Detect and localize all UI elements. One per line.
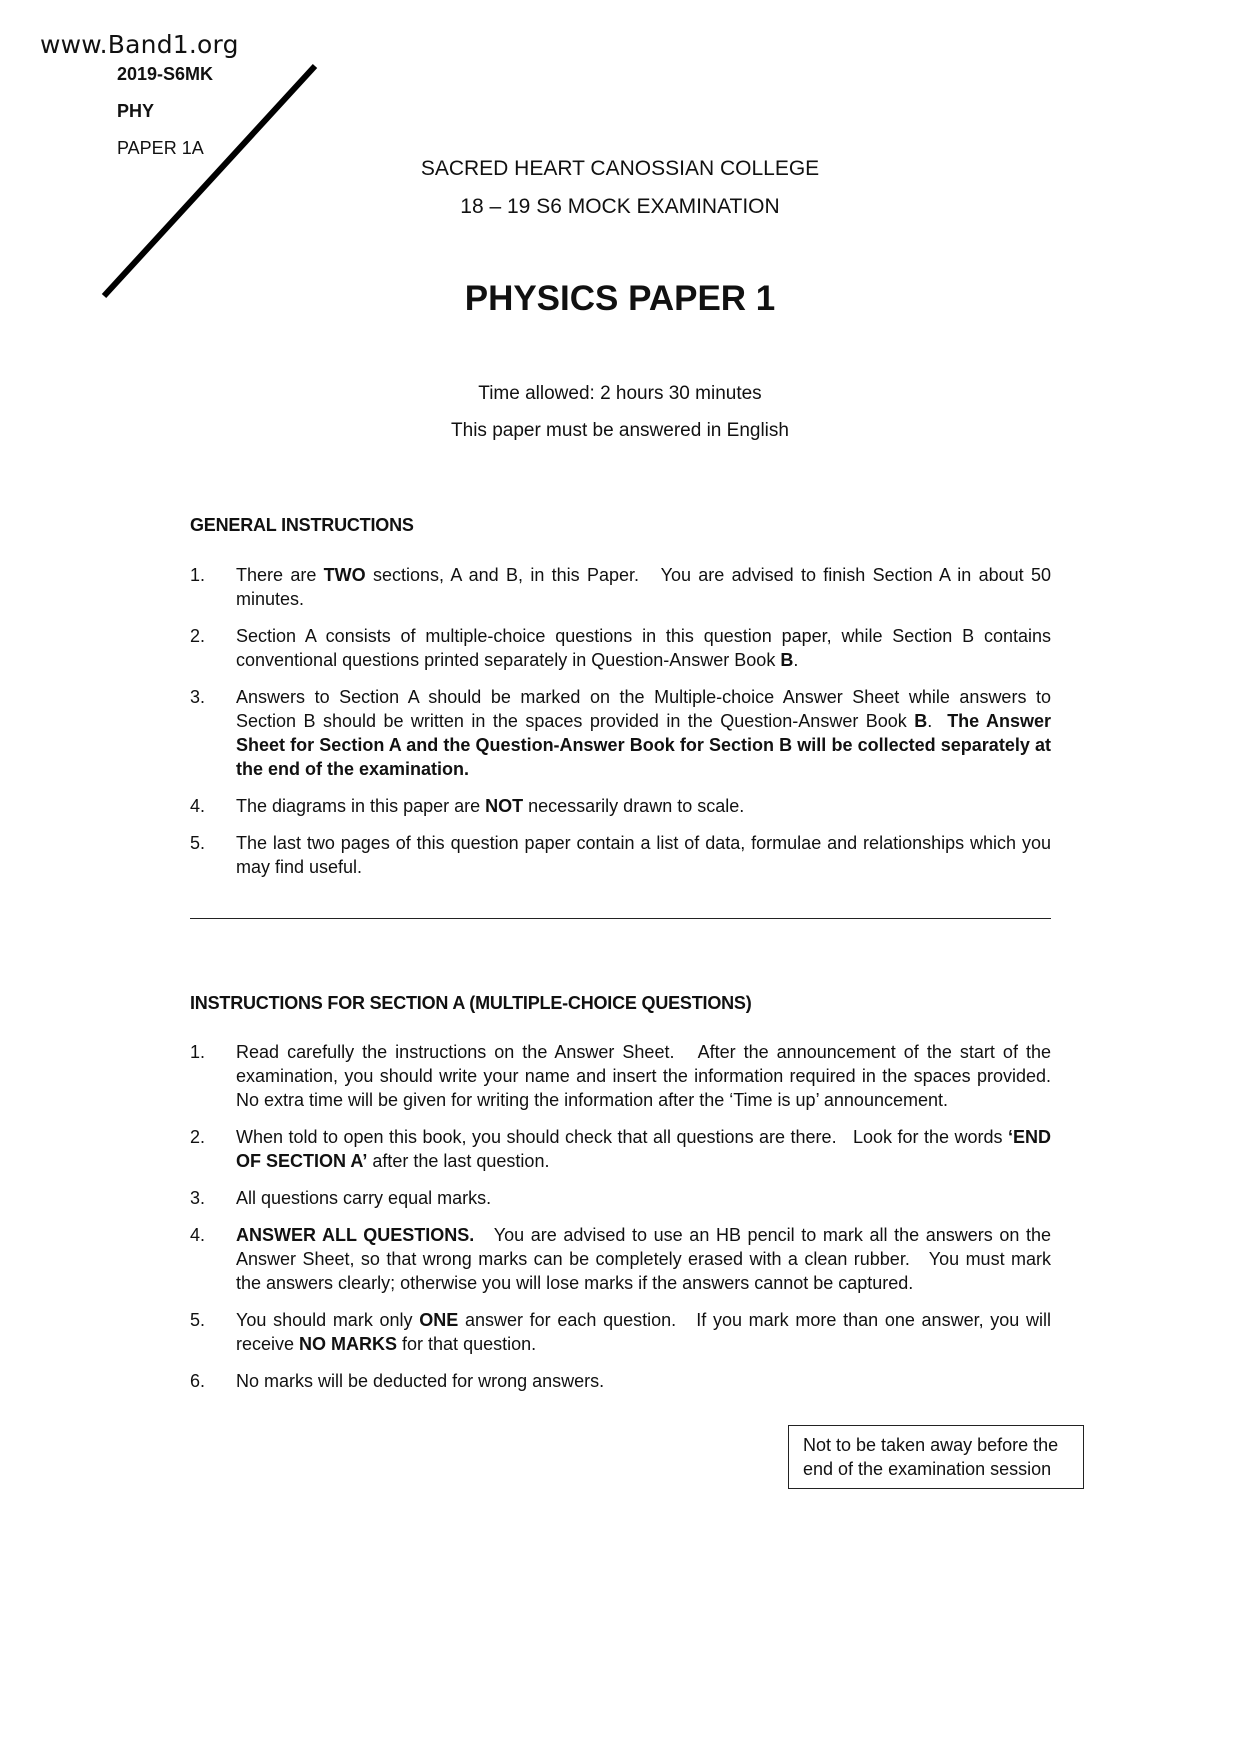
instruction-item — [190, 624, 1057, 672]
instruction-text: answer for each question. If you mark more than one answer, you will receive — [236, 1310, 1057, 1354]
instruction-text: . — [927, 711, 948, 731]
instruction-text: Read carefully the instructions on the Answer Sheet. After the announcement of the start of the examination, you should write your name and insert the information required in the spaces provided. No extra time will be given for writing the information after the ‘Time is up’ announcement. — [236, 1042, 1062, 1110]
instruction-number: 5. — [190, 833, 206, 853]
instruction-text-bold: ‘END OF SECTION A’ — [236, 1127, 1057, 1171]
subject-code: PHY — [117, 101, 155, 121]
instruction-text: The diagrams in this paper are — [236, 796, 486, 816]
instruction-number: 3. — [190, 687, 206, 707]
instruction-number: 2. — [190, 1127, 206, 1147]
paper-code-year: 2019-S6MK — [117, 64, 214, 84]
instruction-text: after the last question. — [367, 1151, 550, 1171]
instruction-text: for that question. — [397, 1334, 537, 1354]
instruction-number: 4. — [190, 1225, 206, 1245]
instruction-item — [190, 794, 1051, 818]
paper-title: PHYSICS PAPER 1 — [464, 279, 776, 318]
instruction-text: Section A consists of multiple-choice questions in this question paper, while Section B contains conventional questions printed separately in Question-Answer Book — [236, 626, 1057, 670]
instruction-text: You are advised to use an HB pencil to mark all the answers on the Answer Sheet, so that wrong marks can be completely erased with a clean rubber. You must mark the answers clearly; otherwise you will lose marks if the answers cannot be captured. — [236, 1225, 1057, 1293]
diagonal-slash-mark — [0, 0, 340, 320]
instruction-text-bold: B — [780, 650, 794, 670]
instruction-number: 5. — [190, 1310, 206, 1330]
instruction-text: You should mark only — [236, 1310, 420, 1330]
instruction-item — [190, 1040, 1062, 1112]
instruction-text: Answers to Section A should be marked on the Multiple-choice Answer Sheet while answers to Section B should be written in the spaces provided in the Question-Answer Book — [236, 687, 1057, 731]
instruction-text-bold: NO MARKS — [299, 1334, 398, 1354]
instruction-item — [190, 1369, 1051, 1393]
time-allowed: Time allowed: 2 hours 30 minutes — [478, 383, 762, 404]
general-instructions-list — [190, 563, 1057, 892]
section-a-instructions-list — [190, 1040, 1062, 1406]
instruction-number: 3. — [190, 1188, 206, 1208]
instruction-item — [190, 1308, 1057, 1356]
notice-line-2: end of the examination session — [803, 1459, 1052, 1479]
instruction-text: All questions carry equal marks. — [236, 1188, 492, 1208]
instruction-text: sections, A and B, in this Paper. You are advised to finish Section A in about 50 minutes. — [236, 565, 1057, 609]
instruction-text-bold: ANSWER ALL QUESTIONS. — [236, 1225, 475, 1245]
paper-code: PAPER 1A — [117, 138, 204, 158]
instruction-number: 1. — [190, 565, 206, 585]
instruction-text-bold: TWO — [323, 565, 366, 585]
instruction-item — [190, 563, 1057, 611]
instruction-text: necessarily drawn to scale. — [523, 796, 745, 816]
instruction-text-bold: NOT — [485, 796, 524, 816]
instruction-number: 4. — [190, 796, 206, 816]
instruction-item — [190, 1223, 1057, 1295]
instruction-text-bold: ONE — [419, 1310, 459, 1330]
notice-box — [788, 1425, 1084, 1489]
instruction-text: . — [793, 650, 799, 670]
section-a-instructions-heading: INSTRUCTIONS FOR SECTION A (MULTIPLE-CHOICE QUESTIONS) — [190, 993, 752, 1013]
instruction-text-bold: The Answer Sheet for Section A and the Question-Answer Book for Section B will be collected separately at the end of the examination. — [236, 711, 1057, 779]
instruction-text-bold: B — [914, 711, 928, 731]
instruction-item — [190, 1125, 1057, 1173]
instruction-number: 2. — [190, 626, 206, 646]
language-requirement: This paper must be answered in English — [451, 420, 789, 441]
general-instructions-heading: GENERAL INSTRUCTIONS — [190, 515, 414, 535]
watermark-text: www.Band1.org — [40, 30, 239, 59]
section-divider — [190, 918, 1051, 919]
instruction-item — [190, 1186, 1051, 1210]
instruction-number: 1. — [190, 1042, 206, 1062]
slash-line — [104, 66, 315, 296]
school-name: SACRED HEART CANOSSIAN COLLEGE — [420, 157, 820, 180]
instruction-text: When told to open this book, you should check that all questions are there. Look for the words — [236, 1127, 1008, 1147]
instruction-text: There are — [236, 565, 324, 585]
instruction-item — [190, 685, 1057, 781]
instruction-text: The last two pages of this question paper contain a list of data, formulae and relationships which you may find useful. — [236, 833, 1057, 877]
instruction-text: No marks will be deducted for wrong answers. — [236, 1371, 605, 1391]
instruction-item — [190, 831, 1057, 879]
exam-name: 18 – 19 S6 MOCK EXAMINATION — [460, 195, 780, 218]
instruction-number: 6. — [190, 1371, 206, 1391]
notice-line-1: Not to be taken away before the — [803, 1435, 1059, 1455]
